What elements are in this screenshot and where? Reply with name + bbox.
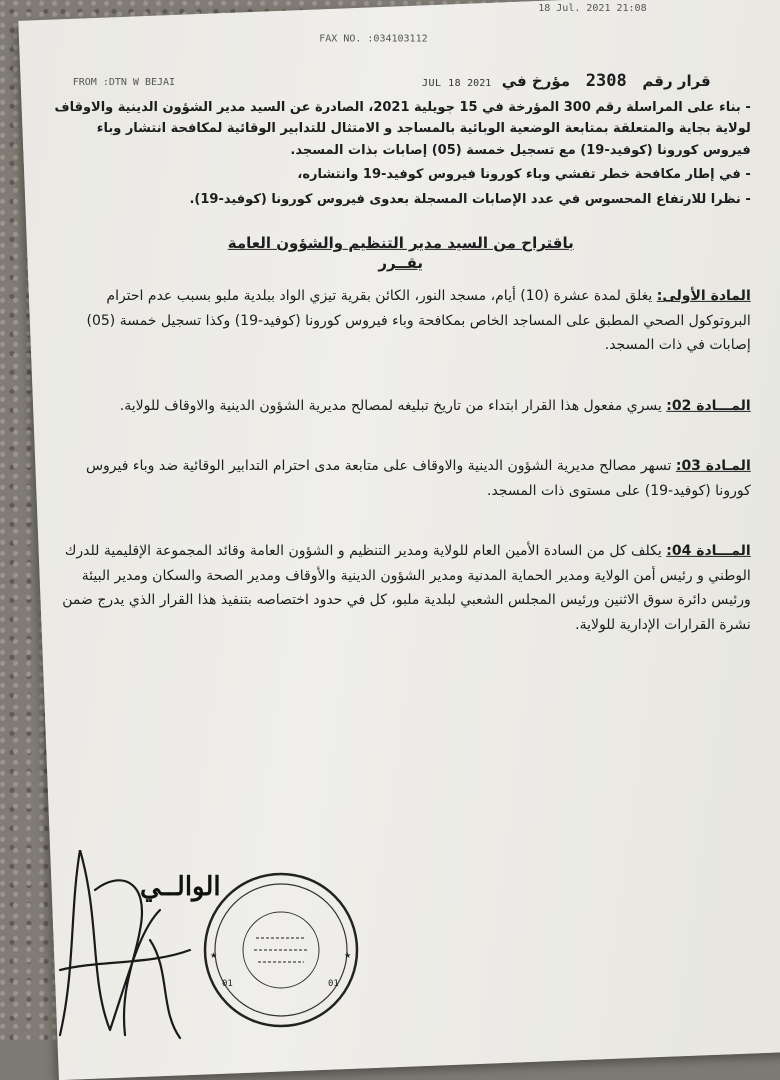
document-body [51,71,751,673]
article-label: المـادة 03: [675,458,751,475]
decision-date: 2021 JUL 18 [422,77,492,89]
handwritten-signature [40,850,210,1040]
stamp-number-right: 01 [328,979,339,989]
decision-dated-label: مؤرخ في [501,71,571,90]
preamble-item: - نظرا للارتفاع المحسوس في عدد الإصابات المسجلة بعدوى فيروس كورونا (كوفيد-19). [189,191,751,207]
preamble [51,97,751,210]
signatory-title: الوالــي [140,872,221,902]
article-3 [51,454,751,503]
stamp-number-left: 01 [222,979,233,989]
decision-number: 2308 [585,70,627,91]
article-4 [51,539,751,637]
decides-heading: يقــرر [378,254,424,273]
article-1 [51,284,751,358]
svg-text:★: ★ [210,951,218,960]
article-text: يكلف كل من السادة الأمين العام للولاية ومدير التنظيم و الشؤون العامة وقائد المجموعة الإقليمية للدرك الوطني و رئيس أمن الولاية ومدير الحماية المدنية ومدير الشؤون الدينية والأوقاف ومدير الصحة والسكان ومدير البيئة ورئيس دائرة سوق الاثنين ورئيس المجلس الشعبي لبلدية ملبو، كل في حدود اختصاصه بتنفيذ هذا القرار الذي يدرج ضمن نشرة القرارات الإدارية للولاية. [62,543,751,633]
fax-from: FROM :DTN W BEJAI [72,76,176,88]
svg-text:★: ★ [344,951,352,960]
article-label: المادة الأولى: [656,288,751,305]
preamble-item: - في إطار مكافحة خطر تفشي وباء كورونا فيروس كوفيد-19 وانتشاره، [297,167,751,183]
article-text: يغلق لمدة عشرة (10) أيام، مسجد النور، الكائن بقرية تيزي الواد ببلدية ملبو بسبب عدم احترام البروتوكول الصحي المطبق على المساجد الخاص بمكافحة وباء فيروس كورونا (كوفيد-19) وكذا تسجيل خمسة (05) إصابات في ذات المسجد. [86,288,751,354]
fax-number: FAX NO. :034103112 [319,33,428,45]
decision-label: قرار رقم [642,71,711,90]
article-2 [51,394,751,419]
article-text: يسري مفعول هذا القرار ابتداء من تاريخ تبليغه لمصالح مديرية الشؤون الدينية والاوقاف للولاية. [119,397,667,414]
preamble-item: - بناء على المراسلة رقم 300 المؤرخة في 15 جويلية 2021، الصادرة عن السيد مدير الشؤون الدينية والاوقاف لولاية بجاية والمتعلقة بمتابعة الوضعية الوبائية بالمساجد و الامتثال للتدابير الوقائية لمكافحة انتشار وباء فيروس كورونا (كوفيد-19) مع تسجيل خمسة (05) إصابات بذات المسجد. [54,99,751,158]
official-stamp [196,868,366,1033]
decision-number-line [51,71,711,91]
fax-date: 18 Jul. 2021 21:08 [538,2,647,14]
article-label: المـــادة 02: [666,397,751,414]
article-label: المـــادة 04: [666,543,751,560]
proposal-heading: باقتراح من السيد مدير التنظيم والشؤون العامة [227,234,574,253]
article-text: تسهر مصالح مديرية الشؤون الدينية والاوقاف على متابعة مدى احترام التدابير الوقائية ضد وباء فيروس كورونا (كوفيد-19) على مستوى ذات المسجد. [85,458,751,499]
